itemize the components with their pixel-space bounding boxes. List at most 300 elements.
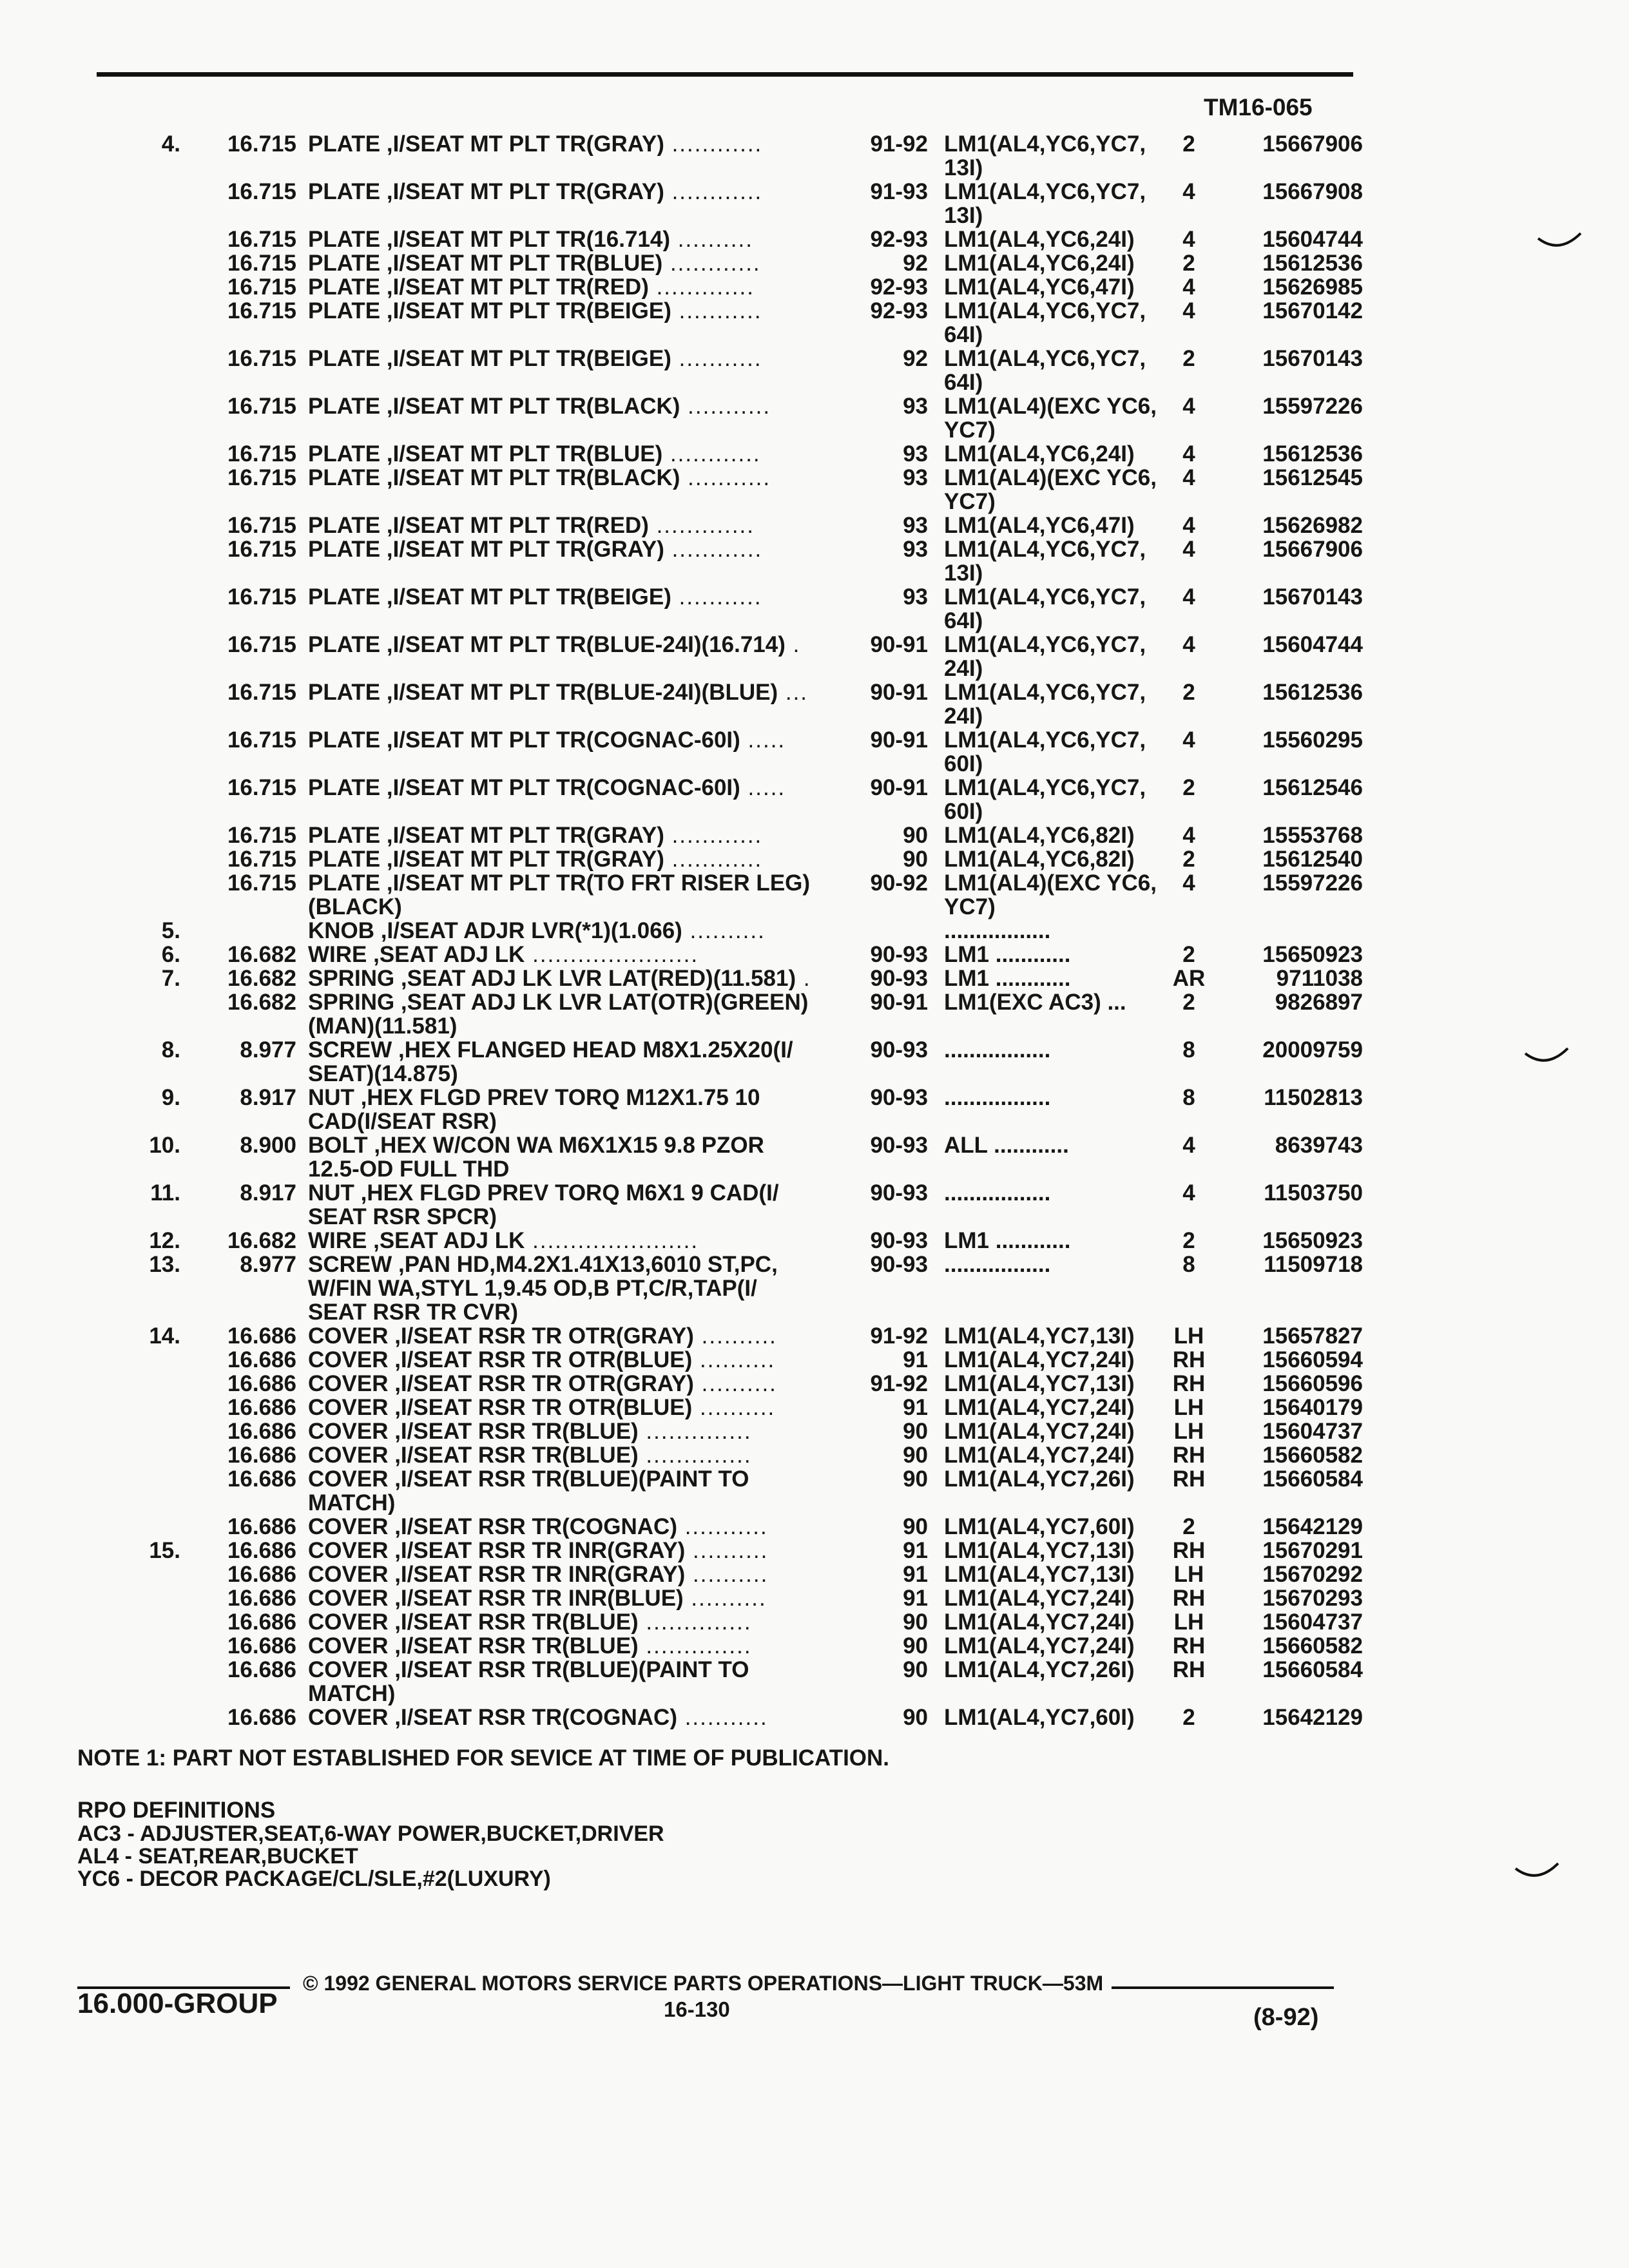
table-row [0,1038,1629,1086]
part-description [308,1443,824,1467]
part-number: 15626985 [1262,274,1363,300]
table-row [0,1181,1629,1229]
quantity: RH [1172,1371,1206,1396]
part-number: 15670293 [1262,1586,1363,1611]
leader-dots: ........... [680,394,771,418]
description-text: PLATE ,I/SEAT MT PLT TR(GRAY) [308,823,664,847]
footer-rule-right [1112,1986,1334,1989]
model-usage: LM1(AL4,YC6,82I) [944,847,1135,872]
group-number: 16.682 [227,990,296,1015]
callout-number: 8. [161,1037,180,1062]
group-number: 16.715 [227,441,296,466]
part-description [308,394,824,418]
description-text: PLATE ,I/SEAT MT PLT TR(BEIGE) [308,347,671,370]
quantity: 4 [1182,227,1195,252]
part-number: 15670291 [1262,1538,1363,1563]
description-text: PLATE ,I/SEAT MT PLT TR(16.714) [308,227,670,251]
quantity: 4 [1182,584,1195,610]
part-description [308,871,824,919]
table-row [0,442,1629,466]
group-number: 16.715 [227,847,296,872]
description-text: COVER ,I/SEAT RSR TR OTR(BLUE) [308,1396,693,1419]
part-description [308,1396,824,1419]
model-years: 90 [903,1514,928,1539]
part-description [308,514,824,537]
model-usage: LM1(AL4,YC7,24I) [944,1443,1135,1468]
table-row [0,1515,1629,1539]
part-number: 9826897 [1275,990,1363,1015]
part-number: 15660584 [1262,1657,1363,1682]
model-usage: LM1(AL4,YC7,13I) [944,1371,1135,1396]
table-row [0,394,1629,442]
group-number: 16.715 [227,680,296,705]
model-years: 91 [903,1562,928,1587]
table-row [0,251,1629,275]
model-years: 90-91 [870,680,928,705]
leader-dots: ............ [664,823,763,847]
part-description [308,1467,824,1515]
part-description [308,466,824,490]
quantity: RH [1172,1657,1206,1682]
model-years: 90 [903,847,928,872]
model-years: 90-93 [870,1228,928,1253]
part-number: 15612536 [1262,251,1363,276]
description-text: COVER ,I/SEAT RSR TR(BLUE) [308,1634,639,1658]
part-number: 15612540 [1262,847,1363,872]
group-number: 16.686 [227,1562,296,1587]
part-description [308,1562,824,1586]
part-description [308,823,824,847]
part-number: 15612546 [1262,775,1363,800]
quantity: 4 [1182,537,1195,562]
model-usage: LM1(AL4,YC7,24I) [944,1395,1135,1420]
quantity: 2 [1182,1228,1195,1253]
model-years: 90-93 [870,1037,928,1062]
table-row [0,943,1629,966]
model-years: 93 [903,465,928,490]
part-number: 11503750 [1264,1180,1363,1206]
model-usage: LM1(AL4,YC6,24I) [944,441,1135,466]
model-years: 92 [903,346,928,371]
group-number: 16.686 [227,1466,296,1492]
callout-number: 11. [150,1180,180,1206]
group-number: 8.977 [240,1252,296,1277]
quantity: 2 [1182,942,1195,967]
model-usage: ALL ............ [944,1133,1069,1158]
description-text: PLATE ,I/SEAT MT PLT TR(BLUE) [308,251,663,275]
model-years: 90 [903,823,928,848]
model-usage: LM1(AL4,YC6,24I) [944,251,1135,276]
part-number: 15657827 [1262,1323,1363,1349]
model-years: 91 [903,1395,928,1420]
leader-dots: ...................... [525,1229,699,1253]
model-usage: ................. [944,1085,1051,1110]
model-usage: LM1(AL4,YC6,YC7, 13I) [944,537,1146,586]
model-years: 90 [903,1466,928,1492]
group-number: 16.715 [227,775,296,800]
part-number: 15604737 [1262,1419,1363,1444]
group-number: 8.977 [240,1037,296,1062]
quantity: RH [1172,1466,1206,1492]
description-text: COVER ,I/SEAT RSR TR(COGNAC) [308,1706,677,1729]
part-description [308,1348,824,1372]
group-number: 16.686 [227,1347,296,1372]
leader-dots: ............ [664,537,763,561]
model-years: 90 [903,1657,928,1682]
table-row [0,1372,1629,1396]
description-text: PLATE ,I/SEAT MT PLT TR(BLACK) [308,394,680,418]
part-number: 11502813 [1264,1085,1363,1110]
model-usage: LM1(AL4,YC6,YC7, 13I) [944,179,1146,228]
model-usage: LM1(AL4,YC7,24I) [944,1610,1135,1635]
description-text: COVER ,I/SEAT RSR TR OTR(GRAY) [308,1324,694,1348]
quantity: 4 [1182,727,1195,753]
leader-dots: ............. [648,514,755,537]
model-years: 92-93 [870,227,928,252]
part-description [308,180,824,204]
table-row [0,776,1629,823]
table-row [0,1419,1629,1443]
part-number: 15597226 [1262,394,1363,419]
description-text: COVER ,I/SEAT RSR TR(BLUE) [308,1610,639,1634]
description-text: PLATE ,I/SEAT MT PLT TR(RED) [308,514,649,537]
model-years: 90-91 [870,632,928,657]
description-text: SCREW ,PAN HD,M4.2X1.41X13,6010 ST,PC, W/FIN WA,STYL 1,9.45 OD,B PT,C/R,TAP(I/ SEAT RSR TR CVR) [308,1253,778,1324]
description-text: COVER ,I/SEAT RSR TR OTR(BLUE) [308,1348,693,1372]
description-text: PLATE ,I/SEAT MT PLT TR(RED) [308,275,649,299]
parts-table [0,132,1629,1729]
leader-dots: ............ [664,180,763,204]
group-number: 16.715 [227,465,296,490]
leader-dots: ........... [671,299,762,323]
table-row [0,1396,1629,1419]
part-number: 15660596 [1262,1371,1363,1396]
model-usage: LM1 ............ [944,966,1071,991]
table-row [0,680,1629,728]
group-number: 16.686 [227,1443,296,1468]
model-years: 90-91 [870,990,928,1015]
model-usage: LM1(AL4,YC6,YC7, 24I) [944,632,1146,681]
part-number: 15667908 [1262,179,1363,204]
part-number: 15660584 [1262,1466,1363,1492]
leader-dots: .......... [682,919,766,943]
group-number: 16.715 [227,584,296,610]
part-number: 15642129 [1262,1705,1363,1730]
part-description [308,919,824,943]
table-row [0,1706,1629,1729]
part-number: 11509718 [1264,1252,1363,1277]
publication-note: NOTE 1: PART NOT ESTABLISHED FOR SEVICE AT TIME OF PUBLICATION. [77,1745,890,1771]
description-text: PLATE ,I/SEAT MT PLT TR(GRAY) [308,180,664,204]
leader-dots: .......... [670,227,753,251]
description-text: NUT ,HEX FLGD PREV TORQ M12X1.75 10 CAD(I/SEAT RSR) [308,1086,760,1133]
part-description [308,585,824,609]
part-description [308,776,824,800]
table-row [0,1253,1629,1324]
model-usage: LM1(AL4,YC7,60I) [944,1514,1135,1539]
table-row [0,227,1629,251]
leader-dots: . [785,633,801,657]
table-row [0,1348,1629,1372]
part-description [308,1706,824,1729]
quantity: 4 [1182,1133,1195,1158]
leader-dots: .......... [693,1324,777,1348]
model-years: 91 [903,1586,928,1611]
callout-number: 12. [149,1228,180,1253]
quantity: RH [1172,1633,1206,1658]
model-years: 90 [903,1633,928,1658]
table-row [0,1133,1629,1181]
quantity: 4 [1182,632,1195,657]
part-description [308,299,824,323]
description-text: PLATE ,I/SEAT MT PLT TR(GRAY) [308,537,664,561]
part-description [308,1086,824,1133]
quantity: RH [1172,1347,1206,1372]
leader-dots: ............ [664,847,763,871]
callout-number: 9. [161,1085,180,1110]
description-text: COVER ,I/SEAT RSR TR INR(BLUE) [308,1586,684,1610]
part-description [308,1658,824,1706]
model-years: 90-93 [870,966,928,991]
leader-dots: ............ [664,132,763,156]
group-number: 16.715 [227,131,296,157]
part-description [308,1038,824,1086]
group-number: 16.715 [227,227,296,252]
table-row [0,1467,1629,1515]
leader-dots: ............ [662,442,761,466]
part-number: 15612536 [1262,441,1363,466]
description-text: COVER ,I/SEAT RSR TR(BLUE)(PAINT TO MATCH) [308,1658,749,1706]
part-description [308,227,824,251]
description-text: WIRE ,SEAT ADJ LK [308,1229,525,1253]
model-years: 90-92 [870,870,928,896]
part-number: 15560295 [1262,727,1363,753]
leader-dots: .......... [685,1539,769,1562]
description-text: COVER ,I/SEAT RSR TR(BLUE)(PAINT TO MATCH) [308,1467,749,1515]
group-number: 16.715 [227,727,296,753]
model-years: 90-93 [870,1252,928,1277]
quantity: LH [1173,1395,1204,1420]
quantity: 2 [1182,990,1195,1015]
leader-dots: .............. [638,1443,752,1467]
group-number: 16.715 [227,632,296,657]
footer-copyright: © 1992 GENERAL MOTORS SERVICE PARTS OPERATIONS—LIGHT TRUCK—53M [303,1972,1104,1995]
part-number: 15670142 [1262,298,1363,323]
model-years: 90 [903,1443,928,1468]
table-row [0,1324,1629,1348]
rpo-item: AC3 - ADJUSTER,SEAT,6-WAY POWER,BUCKET,DRIVER [77,1821,664,1846]
part-number: 15642129 [1262,1514,1363,1539]
part-description [308,1515,824,1539]
model-usage: LM1(AL4,YC6,YC7, 24I) [944,680,1146,729]
description-text: COVER ,I/SEAT RSR TR INR(GRAY) [308,1562,686,1586]
part-description [308,1253,824,1324]
quantity: LH [1173,1562,1204,1587]
margin-tick-mark [1537,232,1582,251]
table-row [0,966,1629,990]
group-number: 16.715 [227,394,296,419]
part-number: 15650923 [1262,942,1363,967]
model-years: 90-91 [870,775,928,800]
group-number: 16.715 [227,346,296,371]
description-text: SCREW ,HEX FLANGED HEAD M8X1.25X20(I/ SEAT)(14.875) [308,1038,793,1086]
leader-dots: .......... [692,1348,776,1372]
table-row [0,871,1629,919]
model-usage: LM1(AL4)(EXC YC6, YC7) [944,394,1157,443]
model-years: 90-93 [870,1133,928,1158]
group-number: 16.686 [227,1705,296,1730]
callout-number: 15. [149,1538,180,1563]
part-description [308,728,824,752]
leader-dots: ...................... [525,943,699,966]
quantity: 2 [1182,680,1195,705]
table-row [0,1443,1629,1467]
model-usage: LM1(AL4,YC6,82I) [944,823,1135,848]
part-description [308,1586,824,1610]
callout-number: 6. [161,942,180,967]
model-usage: LM1(AL4)(EXC YC6, YC7) [944,870,1157,919]
model-usage: LM1(AL4,YC7,26I) [944,1466,1135,1492]
group-number: 16.682 [227,942,296,967]
group-number: 16.686 [227,1395,296,1420]
table-row [0,347,1629,394]
model-years: 92 [903,251,928,276]
description-text: SPRING ,SEAT ADJ LK LVR LAT(OTR)(GREEN) (MAN)(11.581) [308,990,809,1038]
model-usage: LM1(AL4,YC7,13I) [944,1562,1135,1587]
leader-dots: ........... [671,347,762,370]
model-years: 90-91 [870,727,928,753]
quantity: RH [1172,1538,1206,1563]
part-number: 15660594 [1262,1347,1363,1372]
part-description [308,275,824,299]
part-number: 15667906 [1262,131,1363,157]
model-usage: LM1(AL4,YC7,13I) [944,1323,1135,1349]
leader-dots: ........... [677,1515,768,1539]
callout-number: 14. [149,1323,180,1349]
quantity: 4 [1182,441,1195,466]
model-usage: ................. [944,1252,1051,1277]
part-description [308,1539,824,1562]
callout-number: 10. [149,1133,180,1158]
table-row [0,633,1629,680]
part-number: 9711038 [1276,966,1363,991]
group-number: 16.686 [227,1610,296,1635]
group-number: 16.715 [227,513,296,538]
description-text: PLATE ,I/SEAT MT PLT TR(BLACK) [308,466,680,490]
table-row [0,180,1629,227]
model-usage: LM1(AL4,YC6,YC7, 60I) [944,727,1146,776]
part-number: 15612536 [1262,680,1363,705]
callout-number: 7. [161,966,180,991]
model-years: 93 [903,394,928,419]
callout-number: 4. [161,131,180,157]
leader-dots: . [796,966,811,990]
model-years: 90-93 [870,1180,928,1206]
table-row [0,1610,1629,1634]
part-number: 15626982 [1262,513,1363,538]
quantity: 2 [1182,847,1195,872]
part-number: 15612545 [1262,465,1363,490]
group-number: 16.715 [227,251,296,276]
description-text: PLATE ,I/SEAT MT PLT TR(BEIGE) [308,585,671,609]
part-description [308,347,824,370]
quantity: 4 [1182,870,1195,896]
model-years: 91 [903,1347,928,1372]
quantity: AR [1172,966,1206,991]
description-text: PLATE ,I/SEAT MT PLT TR(COGNAC-60I) [308,728,740,752]
model-usage: LM1(AL4,YC6,YC7, 64I) [944,346,1146,395]
part-description [308,847,824,871]
description-text: KNOB ,I/SEAT ADJR LVR(*1)(1.066) [308,919,682,943]
revision-date: (8-92) [1253,2004,1319,2031]
part-description [308,132,824,156]
leader-dots: ..... [740,776,786,800]
quantity: 2 [1182,1705,1195,1730]
description-text: NUT ,HEX FLGD PREV TORQ M6X1 9 CAD(I/ SEAT RSR SPCR) [308,1181,779,1229]
model-usage: LM1 ............ [944,942,1071,967]
top-rule [97,72,1353,77]
quantity: 8 [1182,1252,1195,1277]
leader-dots: .......... [685,1562,769,1586]
table-row [0,1586,1629,1610]
table-row [0,514,1629,537]
leader-dots: ........... [671,585,762,609]
model-years: 90-93 [870,1085,928,1110]
table-row [0,1539,1629,1562]
table-row [0,299,1629,347]
model-years: 90 [903,1705,928,1730]
part-description [308,1634,824,1658]
part-description [308,251,824,275]
description-text: BOLT ,HEX W/CON WA M6X1X15 9.8 PZOR 12.5-OD FULL THD [308,1133,764,1181]
part-number: 15670143 [1262,584,1363,610]
model-years: 91-93 [870,179,928,204]
part-number: 15660582 [1262,1633,1363,1658]
part-description [308,1610,824,1634]
quantity: 4 [1182,274,1195,300]
model-usage: ................. [944,1037,1051,1062]
table-row [0,728,1629,776]
leader-dots: ... [778,680,809,704]
group-number: 16.682 [227,966,296,991]
description-text: PLATE ,I/SEAT MT PLT TR(GRAY) [308,847,664,871]
quantity: 4 [1182,394,1195,419]
rpo-heading: RPO DEFINITIONS [77,1798,276,1823]
leader-dots: .......... [693,1372,777,1396]
description-text: PLATE ,I/SEAT MT PLT TR(BEIGE) [308,299,671,323]
leader-dots: .......... [683,1586,767,1610]
part-number: 8639743 [1275,1133,1363,1158]
quantity: LH [1173,1419,1204,1444]
model-years: 92-93 [870,274,928,300]
rpo-item: YC6 - DECOR PACKAGE/CL/SLE,#2(LUXURY) [77,1867,551,1891]
model-usage: LM1(AL4,YC7,60I) [944,1705,1135,1730]
model-usage: ................. [944,918,1051,943]
model-years: 93 [903,584,928,610]
model-usage: LM1(AL4,YC6,YC7, 60I) [944,775,1146,824]
table-row [0,466,1629,514]
model-usage: LM1(EXC AC3) ... [944,990,1126,1015]
model-usage: LM1(AL4,YC7,24I) [944,1347,1135,1372]
part-number: 15604737 [1262,1610,1363,1635]
leader-dots: .............. [638,1419,752,1443]
group-number: 16.686 [227,1538,296,1563]
group-number: 16.686 [227,1514,296,1539]
leader-dots: ........... [677,1706,768,1729]
table-row [0,585,1629,633]
description-text: SPRING ,SEAT ADJ LK LVR LAT(RED)(11.581) [308,966,796,990]
part-description [308,943,824,966]
